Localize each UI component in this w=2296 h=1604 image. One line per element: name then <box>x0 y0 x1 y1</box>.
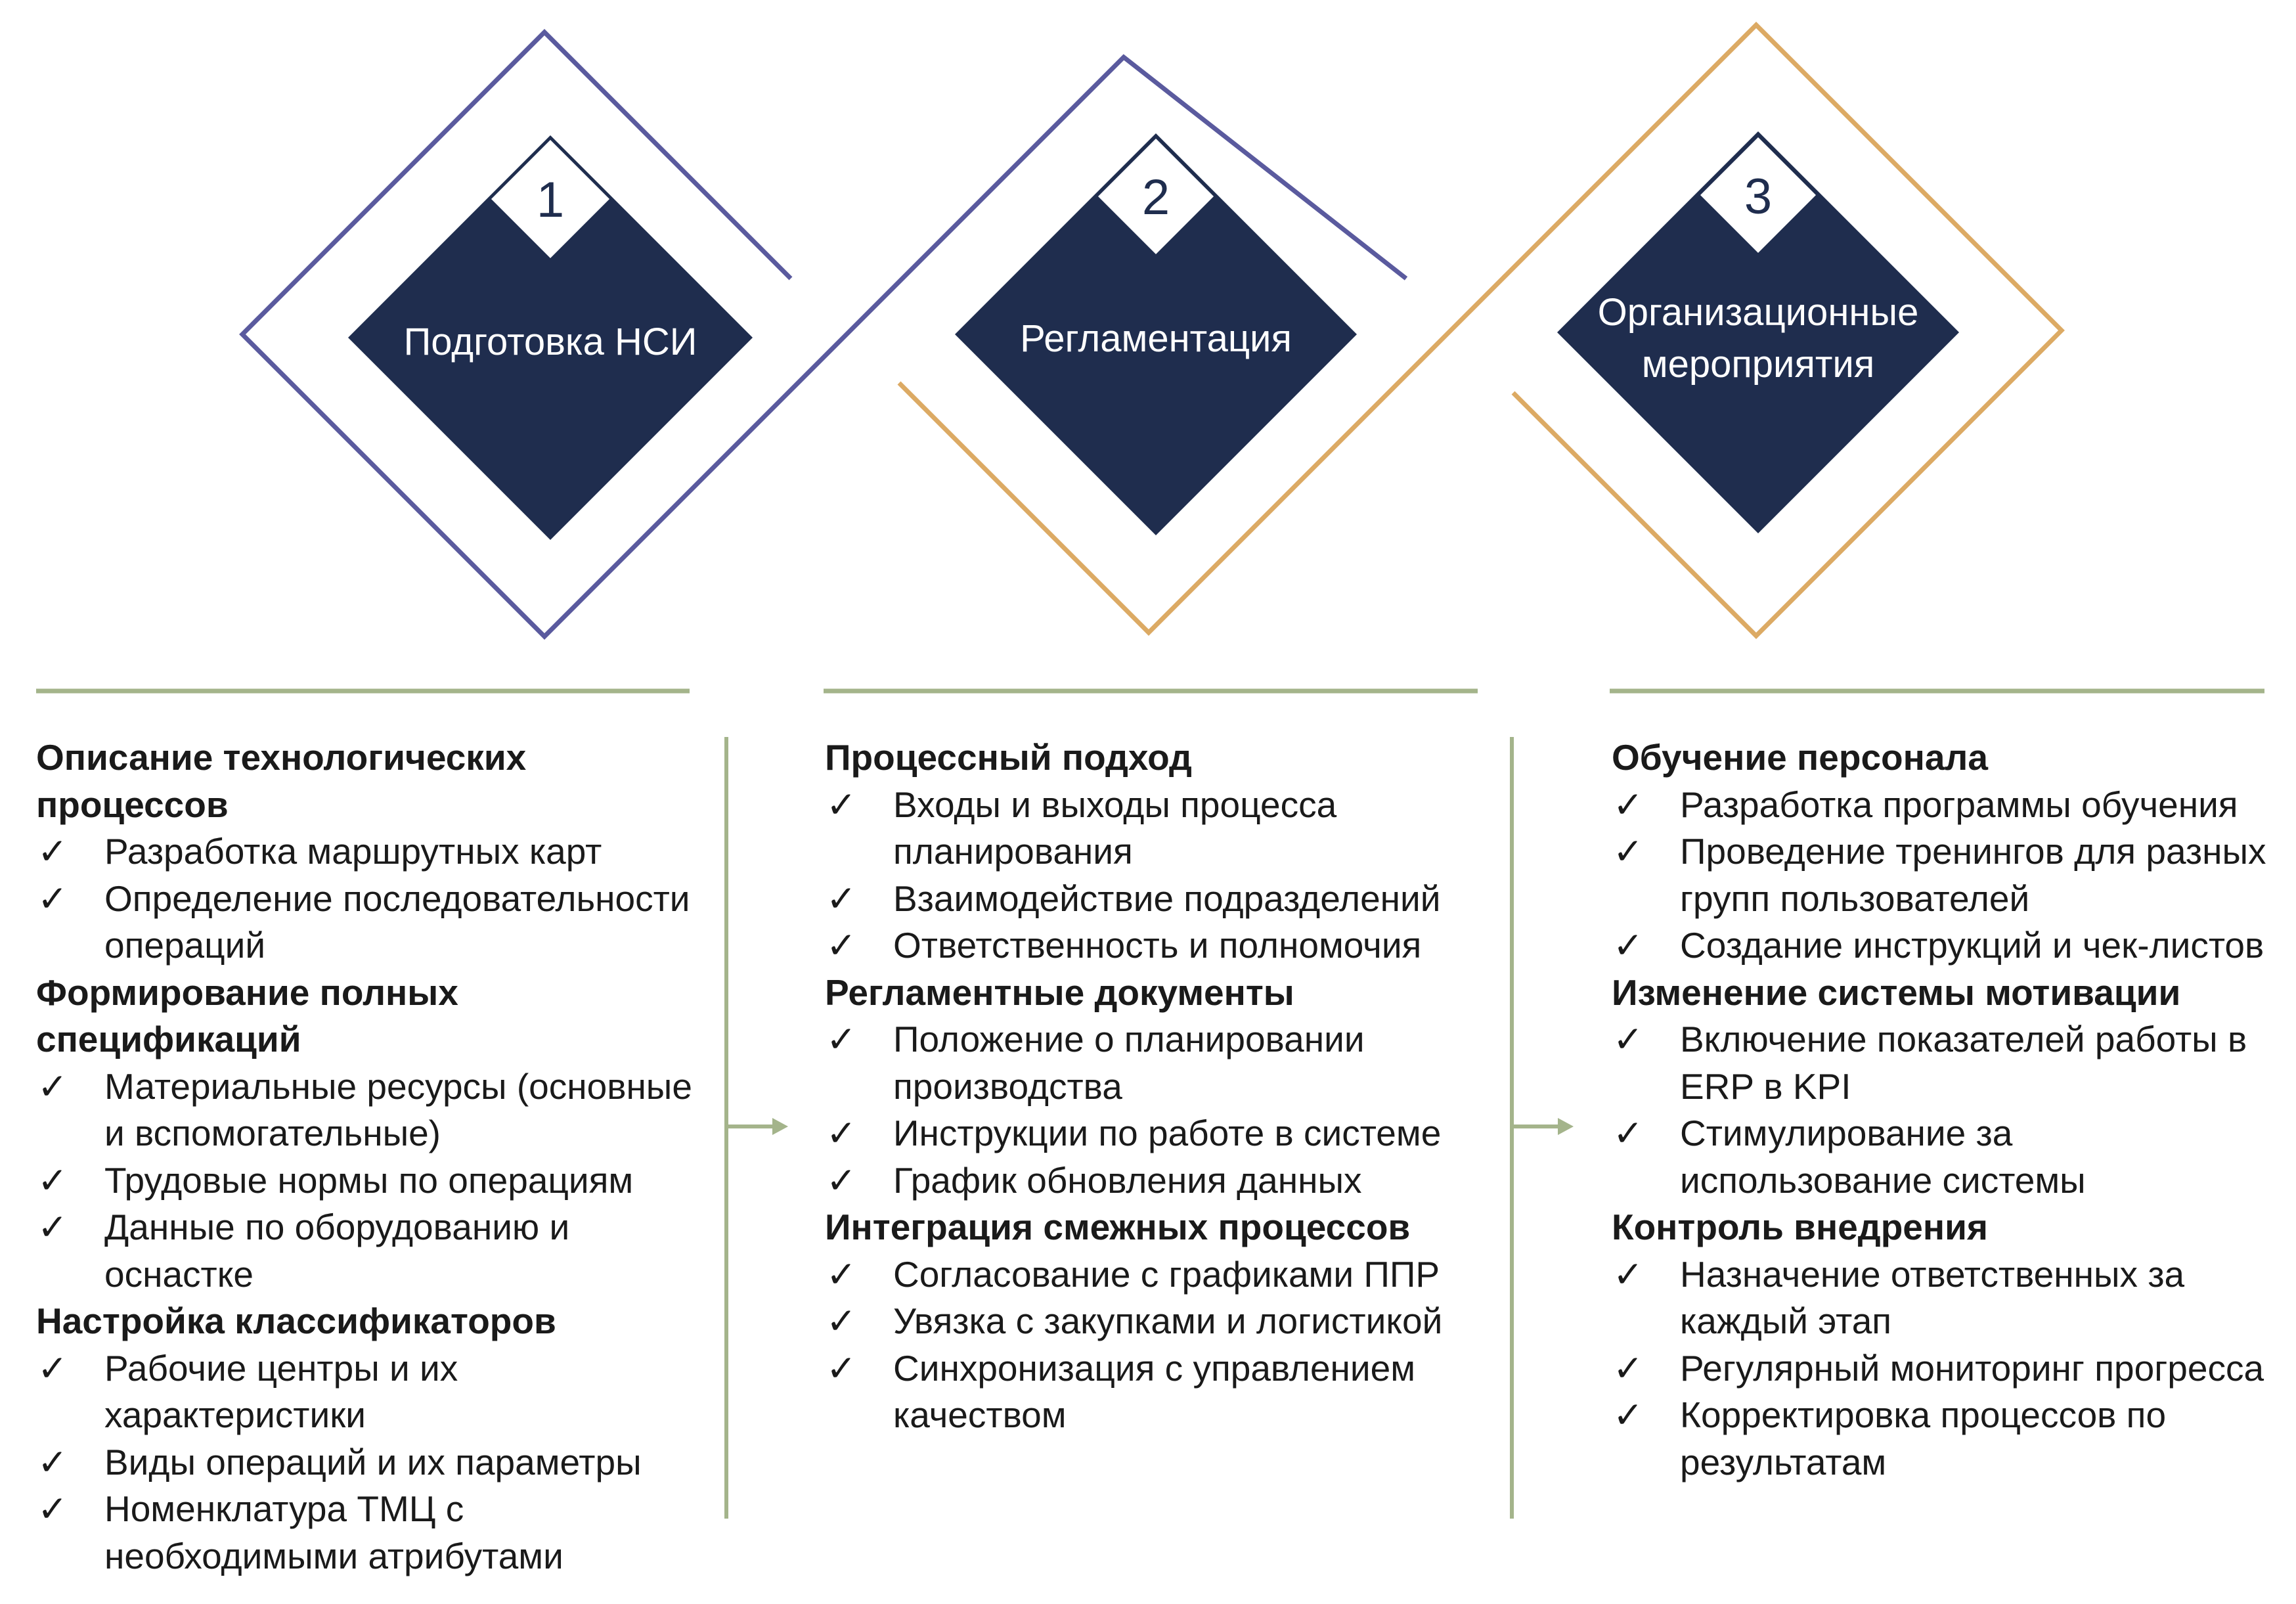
checklist-item <box>36 1157 699 1205</box>
checklist-item <box>36 1204 699 1298</box>
checklist-item <box>1612 1110 2268 1204</box>
checklist-item-text: Данные по оборудованию и оснастке <box>104 1207 570 1295</box>
check-icon: ✓ <box>1613 1019 1644 1059</box>
checklist-item-text: Входы и выходы процесса планирования <box>893 784 1337 872</box>
checklist-item-text: Создание инструкций и чек-листов <box>1680 925 2264 966</box>
checklist-item <box>825 1298 1482 1345</box>
checklist-item <box>825 1110 1482 1157</box>
checklist-item <box>1612 922 2268 969</box>
checklist <box>1612 782 2268 969</box>
checklist-item-text: Стимулирование за использование системы <box>1680 1113 2086 1201</box>
checklist <box>36 828 699 969</box>
checklist-item-text: Синхронизация с управлением качеством <box>893 1347 1416 1435</box>
check-icon: ✓ <box>1613 1347 1644 1389</box>
stage-number-3: 3 <box>1744 169 1773 225</box>
stage-title-1: Подготовка НСИ <box>403 321 697 363</box>
check-icon: ✓ <box>826 1019 857 1059</box>
checklist-item <box>825 1016 1482 1110</box>
check-icon: ✓ <box>1613 1394 1644 1435</box>
group-title: Обучение персонала <box>1612 737 1988 778</box>
checklist-item <box>1612 1392 2268 1486</box>
check-icon: ✓ <box>1613 925 1644 966</box>
stage-title-2: Регламентация <box>1020 317 1292 360</box>
checklist-item <box>1612 1016 2268 1110</box>
checklist-item-text: Назначение ответственных за каждый этап <box>1680 1253 2185 1341</box>
checklist-item <box>825 1157 1482 1205</box>
checklist-item-text: Определение последовательности операций <box>104 878 690 966</box>
checklist <box>1612 1251 2268 1486</box>
checklist-item-text: Инструкции по работе в системе <box>893 1113 1442 1153</box>
checklist <box>36 1063 699 1299</box>
stage-title-3b: мероприятия <box>1641 343 1875 386</box>
group-title: Регламентные документы <box>825 971 1294 1013</box>
check-icon: ✓ <box>826 1113 857 1153</box>
check-icon: ✓ <box>826 1253 857 1295</box>
check-icon: ✓ <box>37 831 68 872</box>
checklist-item <box>825 876 1482 923</box>
checklist-item-text: Проведение тренингов для разных групп пользователей <box>1680 831 2266 919</box>
checklist-item-text: Регулярный мониторинг прогресса <box>1680 1347 2264 1389</box>
checklist-item-text: Корректировка процессов по результатам <box>1680 1394 2167 1482</box>
check-icon: ✓ <box>826 1301 857 1341</box>
group-title: Формирование полных спецификаций <box>36 971 458 1059</box>
check-icon: ✓ <box>1613 1253 1644 1295</box>
group-title: Изменение системы мотивации <box>1612 971 2181 1013</box>
check-icon: ✓ <box>37 1159 68 1201</box>
group-title: Интеграция смежных процессов <box>825 1207 1411 1247</box>
checklist-item-text: Разработка маршрутных карт <box>104 831 602 872</box>
checklist-item-text: Разработка программы обучения <box>1680 784 2238 825</box>
checklist-item <box>36 828 699 876</box>
stage-number-1: 1 <box>536 172 565 228</box>
check-icon: ✓ <box>37 878 68 919</box>
checklist-item <box>36 1439 699 1486</box>
checklist <box>1612 1016 2268 1204</box>
checklist-item <box>825 922 1482 969</box>
checklist-item-text: Трудовые нормы по операциям <box>104 1159 634 1201</box>
stage-number-2: 2 <box>1141 169 1170 225</box>
check-icon: ✓ <box>37 1347 68 1389</box>
column-1 <box>36 734 699 1580</box>
check-icon: ✓ <box>1613 831 1644 872</box>
checklist-item-text: График обновления данных <box>893 1159 1362 1201</box>
check-icon: ✓ <box>826 1159 857 1201</box>
checklist-item-text: Виды операций и их параметры <box>104 1441 642 1482</box>
checklist-item-text: Согласование с графиками ППР <box>893 1253 1440 1295</box>
checklist-item <box>36 876 699 969</box>
separator-2 <box>1512 737 1574 1519</box>
column-3 <box>1612 734 2268 1486</box>
check-icon: ✓ <box>37 1441 68 1482</box>
checklist <box>825 1251 1482 1439</box>
check-icon: ✓ <box>1613 1113 1644 1153</box>
checklist <box>825 1016 1482 1204</box>
checklist <box>825 782 1482 969</box>
check-icon: ✓ <box>1613 784 1644 825</box>
check-icon: ✓ <box>826 784 857 825</box>
checklist-item-text: Положение о планировании производства <box>893 1019 1365 1107</box>
checklist-item <box>1612 1251 2268 1345</box>
checklist-item <box>825 1251 1482 1299</box>
column-2 <box>825 734 1482 1439</box>
checklist-item-text: Увязка с закупками и логистикой <box>893 1301 1443 1341</box>
checklist-item-text: Материальные ресурсы (основные и вспомогательные) <box>104 1065 692 1153</box>
check-icon: ✓ <box>826 925 857 966</box>
checklist-item-text: Номенклатура ТМЦ с необходимыми атрибутами <box>104 1488 563 1576</box>
check-icon: ✓ <box>37 1207 68 1247</box>
checklist-item <box>36 1345 699 1439</box>
check-icon: ✓ <box>826 1347 857 1389</box>
checklist-item-text: Включение показателей работы в ERP в KPI <box>1680 1019 2247 1107</box>
checklist-item <box>1612 828 2268 922</box>
check-icon: ✓ <box>37 1065 68 1107</box>
group-title: Процессный подход <box>825 737 1192 778</box>
checklist-item-text: Взаимодействие подразделений <box>893 878 1441 919</box>
checklist-item <box>36 1063 699 1157</box>
checklist-item-text: Рабочие центры и их характеристики <box>104 1347 458 1435</box>
group-title: Контроль внедрения <box>1612 1207 1989 1247</box>
group-title: Настройка классификаторов <box>36 1301 556 1341</box>
checklist-item <box>1612 1345 2268 1392</box>
group-title: Описание технологических процессов <box>36 737 527 825</box>
checklist-item <box>825 782 1482 876</box>
stage-title-3a: Организационные <box>1597 291 1919 334</box>
checklist-item <box>36 1486 699 1580</box>
check-icon: ✓ <box>826 878 857 919</box>
checklist-item-text: Ответственность и полномочия <box>893 925 1422 966</box>
separator-1 <box>726 737 788 1519</box>
checklist-item <box>825 1345 1482 1439</box>
checklist-item <box>1612 782 2268 829</box>
check-icon: ✓ <box>37 1488 68 1529</box>
checklist <box>36 1345 699 1580</box>
